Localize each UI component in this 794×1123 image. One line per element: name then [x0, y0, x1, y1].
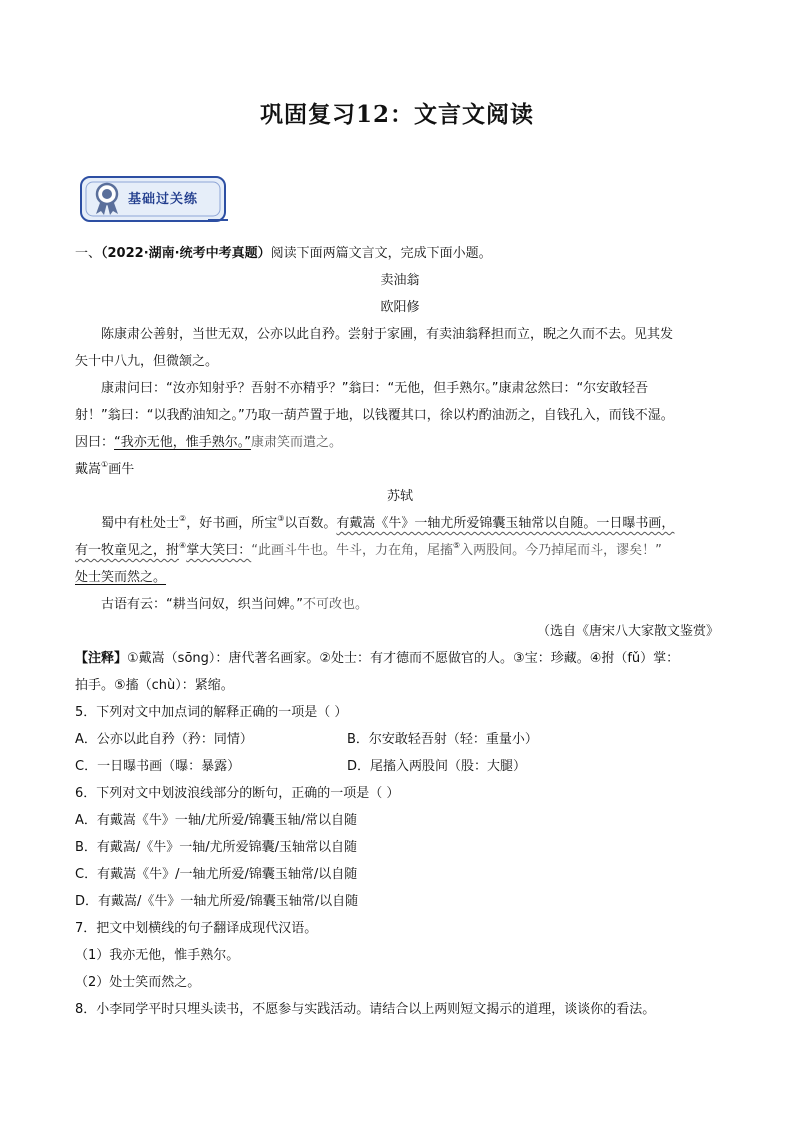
- text2-title-rest: 画牛: [108, 462, 135, 477]
- footnote-marker: ④: [179, 541, 187, 550]
- text1-p3-lead: 因曰：: [75, 435, 115, 450]
- text2-line1: [75, 510, 725, 537]
- option-c: C．一日曝书画（曝：暴露）: [75, 759, 241, 774]
- text2-author: 苏轼: [386, 489, 413, 504]
- text1-paragraph3: [75, 429, 725, 456]
- text2-line4: [75, 591, 725, 618]
- page-title: 巩固复习12：文言文阅读: [259, 101, 534, 128]
- text2-title-main: 戴嵩: [75, 462, 102, 477]
- text-run: “此画斗牛也。牛斗，力在角，尾搐: [251, 543, 453, 558]
- text-run: ，好书画，所宝: [186, 516, 278, 531]
- text-run: 蜀中有杜处士: [101, 516, 180, 531]
- question-5-stem: 5．下列对文中加点词的解释正确的一项是（ ）: [75, 705, 348, 720]
- notes-label: 【注释】: [75, 651, 128, 666]
- notes-line2: 拍手。⑤搐（chù）：紧缩。: [75, 678, 234, 693]
- ribbon-medal-icon: [92, 182, 122, 216]
- text-run: 以百数。: [284, 516, 337, 531]
- text-run: 古语有云：“耕当问奴，织当问婢。”: [101, 597, 303, 612]
- option-d: D．尾搐入两股间（股：大腿）: [347, 759, 527, 774]
- question-7-stem: 7．把文中划横线的句子翻译成现代汉语。: [75, 921, 318, 936]
- question-instruction: 阅读下面两篇文言文，完成下面小题。: [270, 246, 492, 261]
- option-b: B．尔安敢轻吾射（轻：重量小）: [347, 732, 538, 747]
- text-run: 不可改也。: [302, 597, 368, 612]
- question-7-item-1: （1）我亦无他，惟手熟尔。: [75, 948, 240, 963]
- text1-paragraph2-line2: 射！”翁曰：“以我酌油知之。”乃取一葫芦置于地，以钱覆其口，徐以杓酌油沥之，自钱孔入，而钱不湿。: [75, 408, 674, 423]
- text1-paragraph1-line1: 陈康肃公善射，当世无双，公亦以此自矜。尝射于家圃，有卖油翁释担而立，睨之久而不去。见其发: [101, 327, 674, 342]
- notes-line1: [75, 645, 725, 672]
- question-prefix: 一、: [75, 246, 102, 261]
- option-c: C．有戴嵩《牛》/一轴尤所爱/锦囊玉轴常/以自随: [75, 867, 358, 882]
- text2-line2: [75, 537, 725, 564]
- text2-title: [75, 456, 725, 483]
- option-d: D．有戴嵩/《牛》一轴尤所爱/锦囊玉轴常/以自随: [75, 894, 359, 909]
- option-a: A．有戴嵩《牛》一轴/尤所爱/锦囊玉轴/常以自随: [75, 813, 358, 828]
- footnote-marker: ⑤: [452, 541, 461, 550]
- question-source: （2022·湖南·统考中考真题）: [101, 246, 271, 261]
- text1-paragraph1-line2: 矢十中八九，但微颔之。: [75, 354, 219, 369]
- text2-source: （选自《唐宋八大家散文鉴赏》: [536, 624, 719, 639]
- text-run: 入两股间。今乃掉尾而斗，谬矣！”: [460, 543, 662, 558]
- document-body: [75, 240, 725, 1023]
- text-run: 掌大笑曰：: [186, 543, 252, 558]
- option-b: B．有戴嵩/《牛》一轴/尤所爱锦囊/玉轴常以自随: [75, 840, 358, 855]
- question-5-options-ab: [75, 726, 725, 753]
- underlined-sentence-1: “我亦无他，惟手熟尔。”: [114, 435, 251, 450]
- question-5-options-cd: [75, 753, 725, 780]
- option-a: A．公亦以此自矜（矜：同情）: [75, 732, 253, 747]
- underlined-sentence-2: 处士笑而然之。: [75, 570, 167, 585]
- wavy-underlined-text-tail: 。一日曝书画，: [583, 516, 675, 531]
- footnote-marker: ①: [101, 460, 109, 469]
- text1-title: 卖油翁: [380, 273, 420, 288]
- text1-p3-tail: 康肃笑而遣之。: [251, 435, 343, 450]
- badge-label: 基础过关练: [128, 192, 199, 207]
- footnote-marker: ②: [179, 514, 187, 523]
- question-8-stem: 8．小李同学平时只埋头读书，不愿参与实践活动。请结合以上两则短文揭示的道理，谈谈你的看法。: [75, 1002, 656, 1017]
- text1-author: 欧阳修: [380, 300, 420, 315]
- text1-paragraph2-line1: 康肃问曰：“汝亦知射乎？吾射不亦精乎？”翁曰：“无他，但手熟尔。”康肃忿然曰：“尔安敢轻吾: [101, 381, 649, 396]
- footnote-marker: ③: [277, 514, 285, 523]
- text2-line3: [75, 564, 725, 591]
- section-badge: [78, 174, 228, 224]
- question-6-stem: 6．下列对文中划波浪线部分的断句，正确的一项是（ ）: [75, 786, 400, 801]
- question-7-item-2: （2）处士笑而然之。: [75, 975, 201, 990]
- question-1-header: [75, 240, 725, 267]
- wavy-underlined-text: 有戴嵩《牛》一轴尤所爱锦囊玉轴常以自随: [336, 516, 584, 531]
- notes-text: ①戴嵩（sōng）：唐代著名画家。②处士：有才德而不愿做官的人。③宝：珍藏。④拊（fǔ）掌：: [127, 651, 680, 666]
- text-run: 有一牧童见之，拊: [75, 543, 180, 558]
